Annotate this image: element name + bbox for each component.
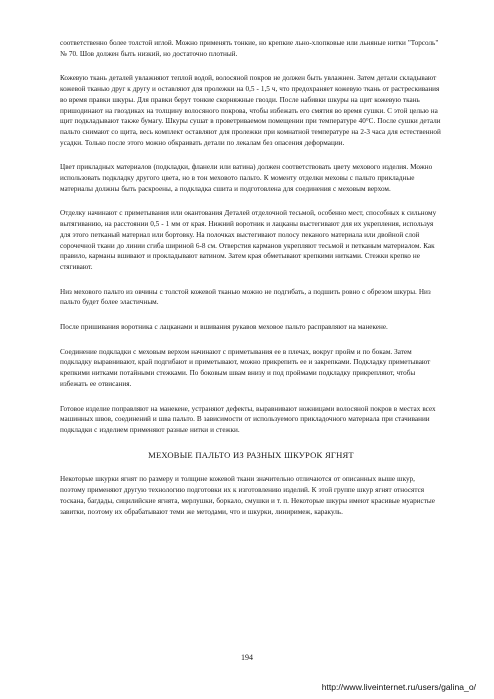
paragraph-3: Цвет прикладных материалов (подкладки, фланели или ватина) должен соответствовать цвету мехового изделия. Можно использовать подкладку другого цвета, но в тон меховото пальто. К моменту отделки меховы с пальто прикладные материалы должны быть раскроены, а подкладка сшита и подготовлена для соединения с меховым верхом. bbox=[60, 163, 433, 193]
paragraph-1: соответственно более толстой иглой. Можно применять тонкие, но крепкие льно-хлопковые или льняные нитки "Торсоль" № 70. Шов должен быть низкий, но достаточно плотный. bbox=[60, 39, 439, 58]
paragraph-2: Кожевую ткань деталей увлажняют теплой водой, волосяной покров не должен быть увлажнен. Затем детали складывают кожевой тканью друг к другу и оставляют для пролежки на 0,5 - 1,5 ч, что предохраняет кожевую ткань от растрескивания во время правки шкуры. Для правки берут тонкие скорняжные гвозди. После набивки шкуры на щит кожевую ткань пришодинают на гвоздиках на толщину волосяного покрова, чтобы избежать его смятия во время сушки. С этой целью на щит подкладывают также бумагу. Шкуры сушат в проветриваемом помещении при температуре 40°С. После сушки детали пальто снимают со щита, весь комплект оставляют для пролежки при комнатной температуре на 2-3 часа для естественной усадки. Только после этого можно обкраивать детали по лекалам без опасения деформации. bbox=[60, 74, 441, 147]
paragraph-8: Готовое изделие поправляют на манекене, устраняют дефекты, выравнивают ножницами волосяной покров в местах всех машинных швов, соединений и шва пальто. В зависимости от используемого прикладочного материала при стачивании подкладки с изделием применяют разные нитки и стежки. bbox=[60, 404, 436, 434]
page-content bbox=[60, 38, 442, 531]
section-heading: МЕХОВЫЕ ПАЛЬТО ИЗ РАЗНЫХ ШКУРОК ЯГНЯТ bbox=[148, 449, 354, 460]
paragraph-9: Некоторые шкурки ягнят по размеру и толщине кожевой ткани значительно отличаются от описанных выше шкур, поэтому применяют другую технологию подготовки их к изготовлению изделий. К этой группе шкур ягнят относятся тоскана, багдады, сицилийские ягнята, мерлушки, боркало, смушки и т. п. Некоторые шкуры имеют красивые муаристые завитки, поэтому их обрабатывают теми же методами, что и шкурки, линиримеж, каракуль. bbox=[60, 475, 435, 516]
paragraph-7: Соединение подкладки с меховым верхом начинают с приметывания ее в плечах, вокруг пройм и по бокам. Затем подкладку выравнивают, край подгибают и приметывают, можно прикрепить ее и закрепками. Подкладку приметывают крепкими нитками потайными стежками. По боковым швам внизу и под проймами подкладку прикрепляют, чтобы избежать ее отвисания. bbox=[60, 347, 431, 388]
paragraph-4: Отделку начинают с приметывания или окантования Деталей отделочной тесьмой, особенно мест, способных к сильному вытягиванию, на расстоянии 0,5 - 1 мм от края. Нижний воротник и лацканы выстегивают для их укрепления, используя для этого петканый материал или бортовку. На полочках выстегивают полосу пеканого материала или двойной слой сорочечной ткани до линии сгиба шириной 6-8 см. Отверстия карманов укрепляют тесьмой и петканым материалом. Как правило, карманы вшивают и прокладывают ватином. Затем края обметывают крепкими нитками. Стежки крепко не стягивают. bbox=[60, 209, 437, 271]
page-number: 194 bbox=[241, 653, 253, 662]
paragraph-5: Низ мехового пальто из овчины с толстой кожевой тканью можно не подгибать, а подшить ровно с обрезом шкуры. Низ пальто будет более эластичным. bbox=[60, 287, 431, 307]
paragraph-6: После пришивания воротника с лацканами и вшивания рукавов меховое пальто расправляют на манекене. bbox=[60, 323, 388, 332]
footer-url-link[interactable]: http://www.liveinternet.ru/users/galina_o/ bbox=[321, 682, 476, 692]
